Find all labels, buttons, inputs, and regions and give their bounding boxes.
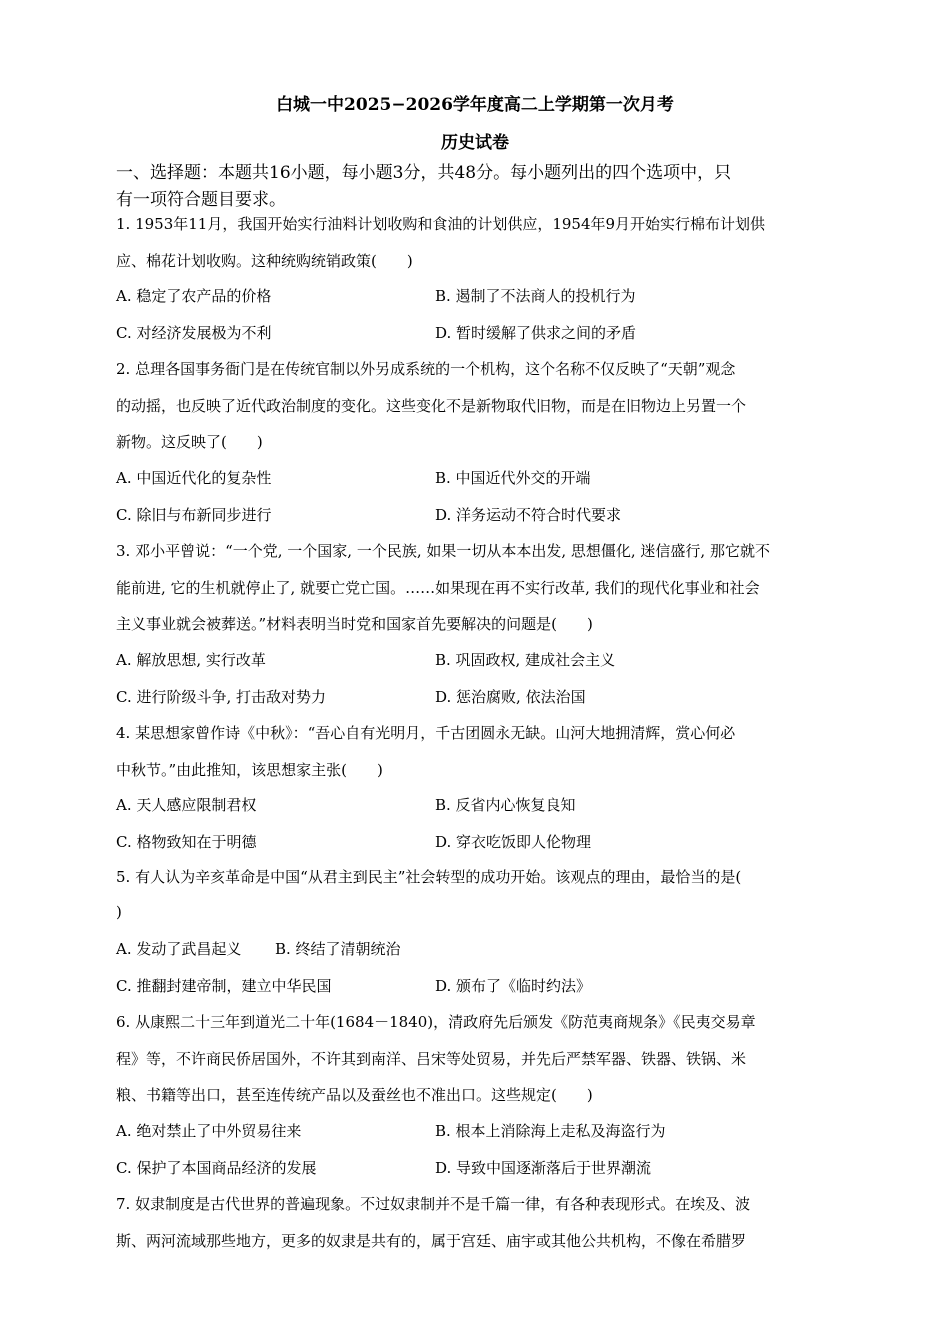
question-5-option-c[interactable]: C. 推翻封建帝制，建立中华民国 xyxy=(116,977,332,995)
question-3-option-d[interactable]: D. 惩治腐败, 依法治国 xyxy=(435,688,586,706)
question-4-option-b[interactable]: B. 反省内心恢复良知 xyxy=(435,796,576,814)
question-2-option-b[interactable]: B. 中国近代外交的开端 xyxy=(435,469,591,487)
question-3-option-c[interactable]: C. 进行阶级斗争, 打击敌对势力 xyxy=(116,688,327,706)
question-4-option-a[interactable]: A. 天人感应限制君权 xyxy=(116,796,257,814)
question-6-stem-line-1: 6. 从康熙二十三年到道光二十年(1684－1840)，清政府先后颁发《防范夷商规条》《民夷交易章 xyxy=(116,1013,756,1031)
question-2-option-d[interactable]: D. 洋务运动不符合时代要求 xyxy=(435,506,622,524)
question-5-option-b[interactable]: B. 终结了清朝统治 xyxy=(275,940,401,958)
question-2-stem-line-3: 新物。这反映了( ) xyxy=(116,433,263,451)
question-4-option-d[interactable]: D. 穿衣吃饭即人伦物理 xyxy=(435,833,592,851)
question-6-option-b[interactable]: B. 根本上消除海上走私及海盗行为 xyxy=(435,1122,666,1140)
exam-subtitle: 历史试卷 xyxy=(441,133,509,153)
question-5-stem-line-1: 5. 有人认为辛亥革命是中国“从君主到民主”社会转型的成功开始。该观点的理由，最恰当的是( xyxy=(116,868,742,886)
question-2-stem-line-2: 的动摇，也反映了近代政治制度的变化。这些变化不是新物取代旧物，而是在旧物边上另置一个 xyxy=(116,397,747,415)
section-instructions-line-1: 一、选择题：本题共16小题，每小题3分，共48分。每小题列出的四个选项中，只 xyxy=(116,163,732,183)
question-6-stem-line-3: 粮、书籍等出口，甚至连传统产品以及蚕丝也不准出口。这些规定( ) xyxy=(116,1086,593,1104)
question-4-option-c[interactable]: C. 格物致知在于明德 xyxy=(116,833,257,851)
question-1-option-c[interactable]: C. 对经济发展极为不利 xyxy=(116,324,272,342)
question-1-option-b[interactable]: B. 遏制了不法商人的投机行为 xyxy=(435,287,636,305)
question-1-option-a[interactable]: A. 稳定了农产品的价格 xyxy=(116,287,272,305)
question-7-stem-line-1: 7. 奴隶制度是古代世界的普遍现象。不过奴隶制并不是千篇一律，有各种表现形式。在埃及、波 xyxy=(116,1195,751,1213)
question-3-stem-line-3: 主义事业就会被葬送。”材料表明当时党和国家首先要解决的问题是( ) xyxy=(116,615,593,633)
question-1-stem-line-2: 应、棉花计划收购。这种统购统销政策( ) xyxy=(116,252,413,270)
question-2-option-a[interactable]: A. 中国近代化的复杂性 xyxy=(116,469,272,487)
question-6-option-c[interactable]: C. 保护了本国商品经济的发展 xyxy=(116,1159,317,1177)
question-7-stem-line-2: 斯、两河流域那些地方，更多的奴隶是共有的，属于宫廷、庙宇或其他公共机构，不像在希腊罗 xyxy=(116,1232,747,1250)
question-6-stem-line-2: 程》等，不许商民侨居国外，不许其到南洋、吕宋等处贸易，并先后严禁军器、铁器、铁锅、米 xyxy=(116,1050,747,1068)
question-2-option-c[interactable]: C. 除旧与布新同步进行 xyxy=(116,506,272,524)
section-instructions-line-2: 有一项符合题目要求。 xyxy=(116,190,286,210)
question-5-option-a[interactable]: A. 发动了武昌起义 xyxy=(116,940,242,958)
question-3-option-a[interactable]: A. 解放思想, 实行改革 xyxy=(116,651,266,669)
question-1-stem-line-1: 1. 1953年11月，我国开始实行油料计划收购和食油的计划供应，1954年9月开始实行棉布计划供 xyxy=(116,215,766,233)
question-4-stem-line-1: 4. 某思想家曾作诗《中秋》：“吾心自有光明月，千古团圆永无缺。山河大地拥清辉，赏心何必 xyxy=(116,724,736,742)
question-6-option-d[interactable]: D. 导致中国逐渐落后于世界潮流 xyxy=(435,1159,652,1177)
question-3-stem-line-2: 能前进, 它的生机就停止了, 就要亡党亡国。……如果现在再不实行改革, 我们的现代化事业和社会 xyxy=(116,579,760,597)
question-3-stem-line-1: 3. 邓小平曾说：“一个党, 一个国家, 一个民族, 如果一切从本本出发, 思想僵化, 迷信盛行, 那它就不 xyxy=(116,542,770,560)
question-5-option-d[interactable]: D. 颁布了《临时约法》 xyxy=(435,977,592,995)
question-4-stem-line-2: 中秋节。”由此推知，该思想家主张( ) xyxy=(116,761,383,779)
exam-title: 白城一中2025−2026学年度高二上学期第一次月考 xyxy=(276,95,674,115)
question-2-stem-line-1: 2. 总理各国事务衙门是在传统官制以外另成系统的一个机构，这个名称不仅反映了“天朝”观念 xyxy=(116,360,736,378)
question-6-option-a[interactable]: A. 绝对禁止了中外贸易往来 xyxy=(116,1122,302,1140)
question-1-option-d[interactable]: D. 暂时缓解了供求之间的矛盾 xyxy=(435,324,637,342)
question-3-option-b[interactable]: B. 巩固政权, 建成社会主义 xyxy=(435,651,616,669)
question-5-stem-line-2: ) xyxy=(116,903,122,921)
